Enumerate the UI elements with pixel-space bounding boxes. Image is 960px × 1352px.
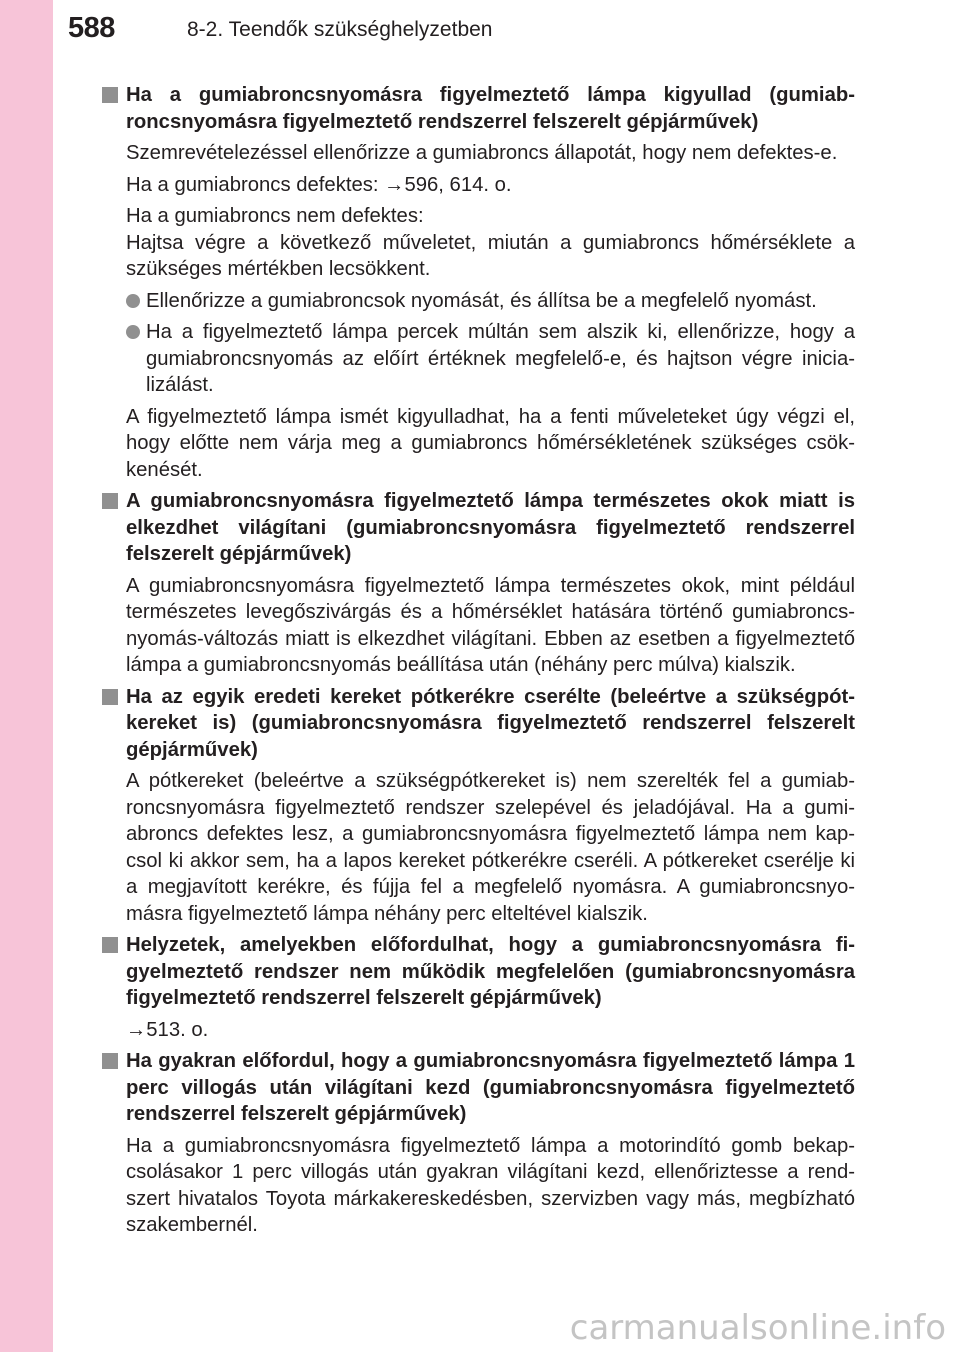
paragraph-page-reference: Ha a gumiabroncs defektes: →596, 614. o. xyxy=(126,173,512,196)
side-color-strip xyxy=(0,0,53,1352)
square-bullet-icon xyxy=(102,87,118,103)
bullet-item xyxy=(126,319,855,399)
paragraph: A pótkereket (beleértve a szükségpótkereket is) nem szerelték fel a gumiabroncsnyomásra figyelmeztető rendszer szelepével és jeladójával. Ha a gumiabroncs defektes lesz, a gumiabroncsnyomásra figyelmeztető lámpa nem kapcsol ki akkor sem, ha a lapos kereket pótkerékre cseréli. A pótkereket cserélje ki a megjavított kerékre, és fújja fel a megfelelő nyomásra. A gumiabroncsnyomásra figyelmeztető lámpa néhány perc elteltével kialszik. xyxy=(126,770,855,925)
section-heading-text: Ha a gumiabroncsnyomásra figyelmeztető lámpa kigyullad (gumiabroncsnyomásra figyelmeztető rendszerrel felszerelt gépjárművek) xyxy=(126,84,855,133)
page-number: 588 xyxy=(68,12,115,44)
section-heading xyxy=(101,932,855,1012)
bullet-text: Ha a figyelmeztető lámpa percek múltán sem alszik ki, ellenőrizze, hogy a gumiabroncsnyomás az előírt értéknek megfelelő-e, és hajtson végre inicializálást. xyxy=(146,321,855,396)
section-heading-text: Ha gyakran előfordul, hogy a gumiabroncsnyomásra figyelmeztető lámpa 1 perc villogás után világítani kezd (gumiabroncsnyomásra figyelmeztető rendszerrel felszerelt gépjárművek) xyxy=(126,1050,855,1125)
bullet-item xyxy=(126,288,855,315)
chapter-heading: 8-2. Teendők szükséghelyzetben xyxy=(187,18,493,41)
paragraph-page-reference: →513. o. xyxy=(126,1018,209,1041)
section-heading-text: Helyzetek, amelyekben előfordulhat, hogy a gumiabroncsnyomásra figyelmeztető rendszer nem működik megfelelően (gumiabroncsnyomásra figyelmeztető rendszerrel felszerelt gépjárművek) xyxy=(126,934,855,1009)
section-heading xyxy=(101,488,855,568)
section-heading-text: Ha az egyik eredeti kereket pótkerékre cserélte (beleértve a szükségpótkereket is) (gumiabroncsnyomásra figyelmeztető rendszerrel felszerelt gépjárművek) xyxy=(126,685,855,761)
round-bullet-icon xyxy=(126,325,140,339)
page-content xyxy=(101,82,855,1244)
paragraph: A figyelmeztető lámpa ismét kigyulladhat, ha a fenti műveleteket úgy végzi el, hogy előtte nem várja meg a gumiabroncs hőmérsékletének szükséges csökkenését. xyxy=(126,405,855,481)
square-bullet-icon xyxy=(102,1053,118,1069)
square-bullet-icon xyxy=(102,493,118,509)
section-heading xyxy=(101,1048,855,1128)
paragraph: A gumiabroncsnyomásra figyelmeztető lámpa természetes okok, mint például természetes levegőszivárgás és a hőmérséklet hatására történő gumiabroncsnyomás-változás miatt is elkezdhet világítani. Ebben az esetben a figyelmeztető lámpa a gumiabroncsnyomás beállítása után (néhány perc múlva) kialszik. xyxy=(126,574,855,676)
paragraph-line: Hajtsa végre a következő műveletet, miután a gumiabroncs hőmérséklete a szükséges mértékben lecsökkent. xyxy=(126,231,855,280)
square-bullet-icon xyxy=(102,689,118,705)
section-heading-text: A gumiabroncsnyomásra figyelmeztető lámpa természetes okok miatt is elkezdhet világítani (gumiabroncsnyomásra figyelmeztető rendszerrel felszerelt gépjárművek) xyxy=(126,490,855,565)
section-heading xyxy=(101,684,855,764)
paragraph xyxy=(126,203,855,283)
paragraph: Szemrevételezéssel ellenőrizze a gumiabroncs állapotát, hogy nem defektes-e. xyxy=(126,142,838,164)
section-heading xyxy=(101,82,855,135)
paragraph-line: Ha a gumiabroncs nem defektes: xyxy=(126,205,424,227)
bullet-text: Ellenőrizze a gumiabroncsok nyomását, és állítsa be a megfelelő nyomást. xyxy=(146,289,817,312)
square-bullet-icon xyxy=(102,937,118,953)
paragraph: Ha a gumiabroncsnyomásra figyelmeztető lámpa a motorindító gomb bekapcsolásakor 1 perc villogás után gyakran világítani kezd, ellenőriztesse a rendszert hivatalos Toyota márkakereskedésben, szervizben vagy más, megbízható szakembernél. xyxy=(126,1134,855,1236)
watermark-text: carmanualsonline.info xyxy=(569,1308,946,1348)
round-bullet-icon xyxy=(126,294,140,308)
